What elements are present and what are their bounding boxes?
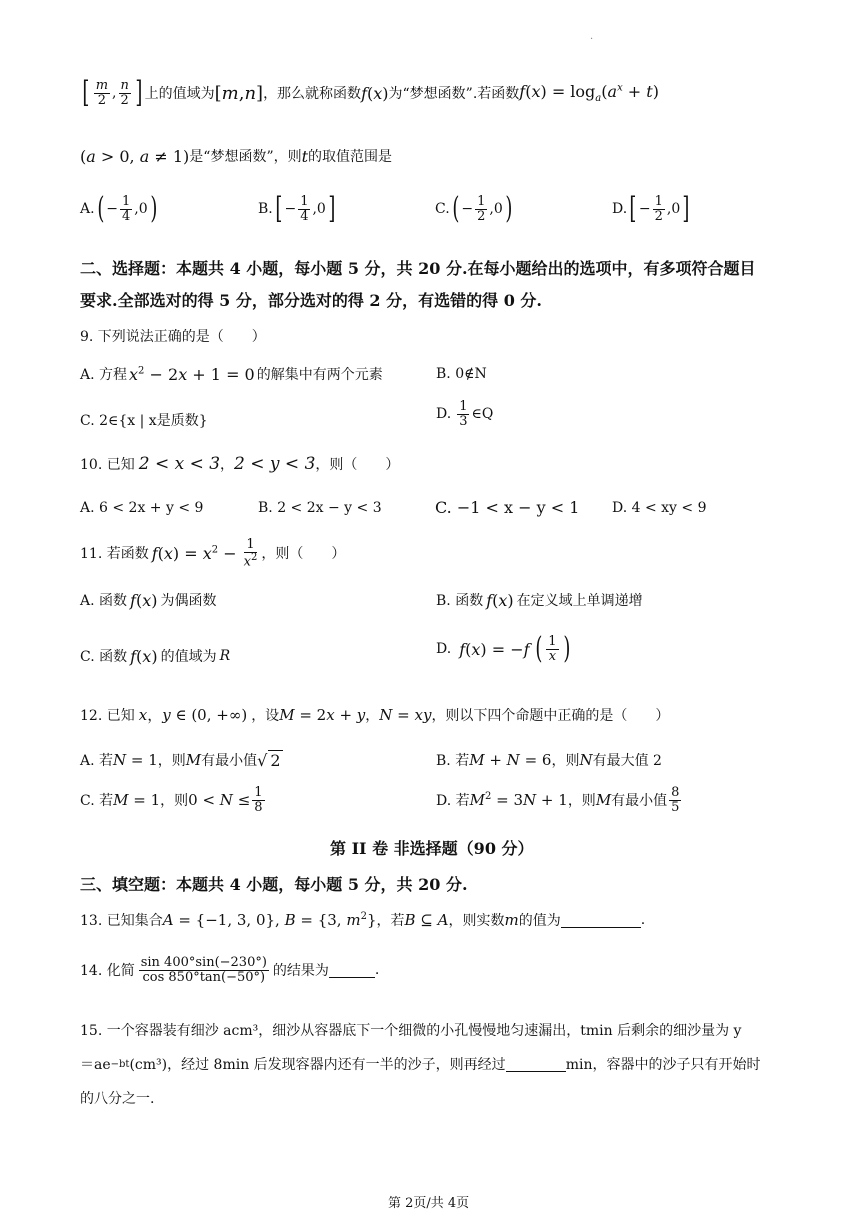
q14: 14. 化简 $\frac{\sin 400^\circ\sin(-230^\circ)}{\cos 850^\circ\tan(-50^\circ)}$ 的结果为 . — [80, 955, 380, 985]
q10-option-d: D. 4 < xy < 9 — [612, 500, 707, 516]
q8-line2: (a > 0, a ≠ 1) 是“梦想函数”，则 t 的取值范围是 — [80, 146, 393, 166]
q11-option-b: B. 函数 f(x) 在定义域上单调递增 — [436, 590, 643, 610]
q8-option-c: C. ( − $\frac{1}{2}$ ,0 ) — [435, 191, 513, 226]
section3-heading: 三、填空题：本题共 4 小题，每小题 5 分，共 20 分. — [80, 875, 468, 894]
q15-answer-blank[interactable] — [506, 1057, 566, 1072]
q11-option-d: D. f(x) = −f ( $\frac{1}{x}$ ) — [436, 631, 570, 666]
q9-stem: 9. 下列说法正确的是（ ） — [80, 329, 266, 345]
q9-option-a: A. 方程 $x^2 - 2x + 1 = 0$ 的解集中有两个元素 — [80, 364, 383, 384]
q11-option-a: A. 函数 f(x) 为偶函数 — [80, 590, 217, 610]
q15-line1: 15. 一个容器装有细沙 acm³，细沙从容器底下一个细微的小孔慢慢地匀速漏出，tmin 后剩余的细沙量为 y — [80, 1023, 742, 1039]
section2-heading-line1: 二、选择题：本题共 4 小题，每小题 5 分，共 20 分.在每小题给出的选项中，有多项符合题目 — [80, 259, 756, 278]
q12-option-b: B. 若 M + N = 6 ，则 N 有最大值 2 — [436, 751, 662, 769]
q10-option-b: B. 2 < 2x − y < 3 — [258, 500, 382, 516]
q13-answer-blank[interactable] — [561, 913, 641, 928]
page-footer: 第 2页/共 4页 — [388, 1196, 470, 1211]
q8-text-d: 是“梦想函数”，则 — [189, 149, 302, 165]
header-dot: · — [590, 34, 594, 45]
q8-text-e: 的取值范围是 — [308, 149, 393, 165]
q11-option-c: C. 函数 f(x) 的值域为 R — [80, 646, 231, 666]
section2-heading-line2: 要求.全部选对的得 5 分，部分选对的得 2 分，有选错的得 0 分. — [80, 291, 542, 310]
q14-answer-blank[interactable] — [329, 963, 375, 978]
q12-option-c: C. 若 M = 1 ，则 0 < N ≤ $\frac{1}{8}$ — [80, 785, 263, 815]
q8-text-b: ，那么就称函数 — [263, 86, 362, 102]
q12-option-a: A. 若 N = 1 ，则 M 有最小值 √ 2 — [80, 751, 281, 770]
q8-line1: [ $\frac{m}{2}$ , $\frac{n}{2}$ ] 上的值域为 [m,n] ，那么就称函数 f(x) 为“梦想函数”.若函数 $f(x) = \log_a(a^x + t)$ — [82, 75, 659, 110]
q12-option-d: D. 若 $M^2 = 3N + 1$ ，则 M 有最小值 $\frac{8}{5}$ — [436, 785, 680, 815]
q10-option-c: C. −1 < x − y < 1 — [435, 498, 580, 517]
q8-option-b: B. [ − $\frac{1}{4}$ ,0 ] — [258, 191, 336, 226]
part2-heading: 第 II 卷 非选择题（90 分） — [330, 839, 534, 858]
q10-option-a: A. 6 < 2x + y < 9 — [80, 500, 204, 516]
q15-line2: ＝ae −bt (cm³)，经过 8min 后发现容器内还有一半的沙子，则再经过 min，容器中的沙子只有开始时 — [80, 1057, 761, 1073]
q8-option-a: A. ( − $\frac{1}{4}$ ,0 ) — [80, 191, 158, 226]
q8-option-d: D. [ − $\frac{1}{2}$ ,0 ] — [612, 191, 690, 226]
q9-option-c: C. 2∈{x | x是质数} — [80, 413, 208, 429]
q9-option-d: D. $\frac{1}{3}$ ∈Q — [436, 399, 494, 429]
q10-stem: 10. 已知 2 < x < 3 ， 2 < y < 3 ，则（ ） — [80, 454, 400, 474]
q8-text-a: 上的值域为 — [144, 86, 215, 102]
q12-stem: 12. 已知 x，y ∈ (0, +∞) ，设 M = 2x + y ， N = xy ，则以下四个命题中正确的是（ ） — [80, 705, 670, 724]
q11-stem: 11. 若函数 $f(x) = x^2$ − $\frac{1}{x^2}$ ，则（ ） — [80, 537, 346, 569]
q9-option-b: B. 0∉N — [436, 366, 487, 382]
q8-text-c: 为“梦想函数”.若函数 — [388, 86, 520, 102]
q13: 13. 已知集合 A = {−1, 3, 0}, B = {3, $m^2$} ，若 B ⊆ A ，则实数 m 的值为 . — [80, 911, 646, 929]
q15-line3: 的八分之一. — [80, 1091, 155, 1107]
